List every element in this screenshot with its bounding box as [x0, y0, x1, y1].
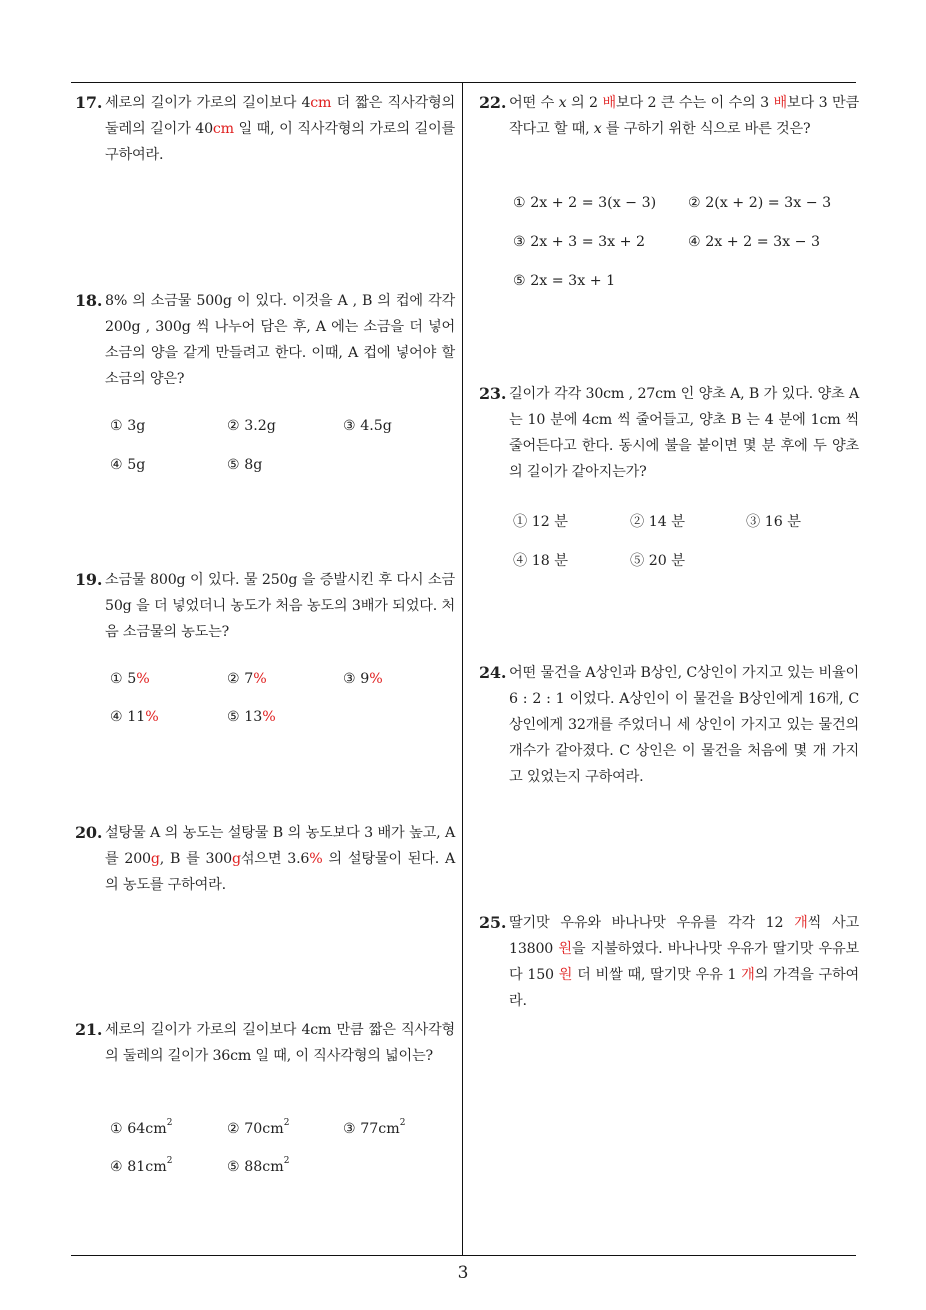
choice-2[interactable]: ② 14 분 [630, 514, 685, 530]
choice-3[interactable]: ③ 9% [343, 671, 383, 687]
question-21 [75, 1017, 455, 1069]
choice-3[interactable]: ③ 4.5g [343, 418, 392, 434]
question-text: 길이가 각각 30cm , 27cm 인 양초 A, B 가 있다. 양초 A 는 10 분에 4cm 씩 줄어들고, 양초 B 는 4 분에 1cm 씩 줄어든다고 한다. 동시에 불을 붙이면 몇 분 후에 두 양초의 길이가 같아지는가? [509, 386, 859, 480]
choice-4[interactable]: ④ 18 분 [513, 553, 568, 569]
choice-4[interactable]: ④ 2x + 2 = 3x − 3 [688, 234, 821, 250]
choice-1[interactable]: ① 5% [110, 671, 150, 687]
choice-4[interactable]: ④ 11% [110, 709, 159, 725]
question-text: 8% 의 소금물 500g 이 있다. 이것을 A , B 의 컵에 각각 200g , 300g 씩 나누어 담은 후, A 에는 소금을 더 넣어 소금의 양을 같게 만들려고 한다. 이때, A 컵에 넣어야 할 소금의 양은? [105, 293, 455, 387]
question-number: 18. [75, 291, 103, 310]
question-22 [479, 90, 859, 142]
choice-5[interactable]: ⑤ $88cm^2$ [227, 1156, 290, 1175]
question-number: 20. [75, 823, 103, 842]
choice-1[interactable]: ① 3g [110, 418, 146, 434]
question-number: 19. [75, 570, 103, 589]
column-divider [462, 82, 463, 1256]
question-25 [479, 910, 859, 1014]
question-text: 세로의 길이가 가로의 길이보다 4cm 만큼 짧은 직사각형의 둘레의 길이가 36cm 일 때, 이 직사각형의 넓이는? [105, 1022, 455, 1064]
choice-1[interactable]: ① 2x + 2 = 3(x − 3) [513, 195, 657, 211]
question-18 [75, 288, 455, 392]
question-19 [75, 567, 455, 645]
question-text: 소금물 800g 이 있다. 물 250g 을 증발시킨 후 다시 소금 50g 을 더 넣었더니 농도가 처음 농도의 3배가 되었다. 처음 소금물의 농도는? [105, 572, 455, 640]
question-number: 22. [479, 93, 507, 112]
choice-4[interactable]: ④ 5g [110, 457, 146, 473]
question-text: 어떤 물건을 A상인과 B상인, C상인이 가지고 있는 비율이 6 : 2 : 1 이었다. A상인이 이 물건을 B상인에게 16개, C상인에게 32개를 주었더니 세 상인이 가지고 있는 물건의 개수가 같아졌다. C 상인은 이 물건을 처음에 몇 개 가지고 있었는지 구하여라. [509, 665, 859, 785]
top-rule [71, 82, 856, 83]
choice-1[interactable]: ① $64cm^2$ [110, 1118, 173, 1137]
choice-5[interactable]: ⑤ 8g [227, 457, 263, 473]
choice-5[interactable]: ⑤ 13% [227, 709, 276, 725]
choice-3[interactable]: ③ 2x + 3 = 3x + 2 [513, 234, 646, 250]
choice-3[interactable]: ③ $77cm^2$ [343, 1118, 406, 1137]
choice-4[interactable]: ④ $81cm^2$ [110, 1156, 173, 1175]
question-number: 25. [479, 913, 507, 932]
choice-2[interactable]: ② 7% [227, 671, 267, 687]
choice-1[interactable]: ① 12 분 [513, 514, 568, 530]
choice-2[interactable]: ② 2(x + 2) = 3x − 3 [688, 195, 832, 211]
question-23 [479, 381, 859, 485]
question-number: 24. [479, 663, 507, 682]
question-number: 17. [75, 93, 103, 112]
question-text: 설탕물 A 의 농도는 설탕물 B 의 농도보다 3 배가 높고, A 를 200g, B 를 300g섞으면 3.6% 의 설탕물이 된다. A 의 농도를 구하여라. [105, 825, 455, 893]
question-17 [75, 90, 455, 168]
question-text: 딸기맛 우유와 바나나맛 우유를 각각 12 개씩 사고 13800 원을 지불하였다. 바나나맛 우유가 딸기맛 우유보다 150 원 더 비쌀 때, 딸기맛 우유 1 개의 가격을 구하여라. [509, 915, 860, 1009]
question-text: 세로의 길이가 가로의 길이보다 4cm 더 짧은 직사각형의 둘레의 길이가 40cm 일 때, 이 직사각형의 가로의 길이를 구하여라. [105, 95, 455, 163]
choice-3[interactable]: ③ 16 분 [746, 514, 801, 530]
question-number: 21. [75, 1020, 103, 1039]
choice-2[interactable]: ② 3.2g [227, 418, 276, 434]
question-text: 어떤 수 x 의 2 배보다 2 큰 수는 이 수의 3 배보다 3 만큼 작다고 할 때, x 를 구하기 위한 식으로 바른 것은? [509, 95, 860, 137]
bottom-rule [71, 1255, 856, 1256]
choice-2[interactable]: ② $70cm^2$ [227, 1118, 290, 1137]
question-20 [75, 820, 455, 898]
choice-5[interactable]: ⑤ 2x = 3x + 1 [513, 273, 616, 289]
choice-5[interactable]: ⑤ 20 분 [630, 553, 685, 569]
page-number: 3 [457, 1263, 469, 1283]
question-number: 23. [479, 384, 507, 403]
question-24 [479, 660, 859, 790]
